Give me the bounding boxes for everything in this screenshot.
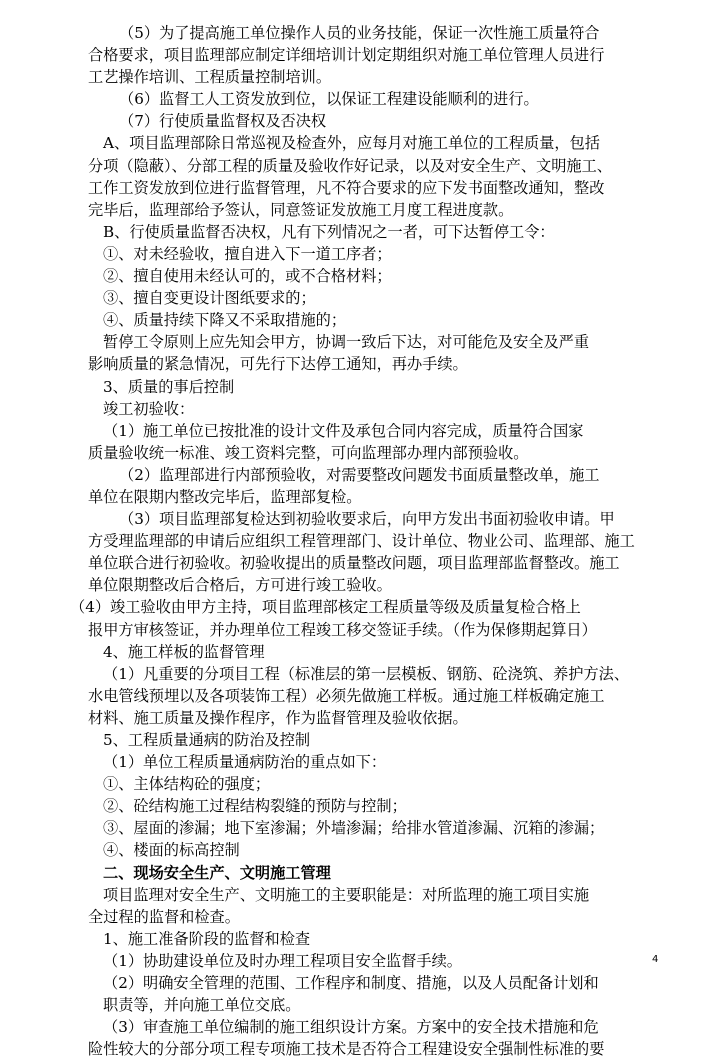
text-line: 4、施工样板的监督管理: [103, 642, 265, 661]
text-line: （5）为了提高施工单位操作人员的业务技能，保证一次性施工质量符合: [119, 24, 600, 42]
text-line: 单位限期整改后合格后，方可进行竣工验收。: [88, 576, 392, 595]
text-line: （7）行使质量监督权及否决权: [119, 112, 327, 131]
text-line: （2）明确安全管理的范围、工作程序和制度、措施，以及人员配备计划和: [103, 974, 599, 993]
text-line: （3）项目监理部复检达到初验收要求后，向甲方发出书面初验收申请。甲: [119, 510, 615, 529]
text-line: （3）审查施工单位编制的施工组织设计方案。方案中的安全技术措施和危: [103, 1018, 599, 1037]
text-line: ①、对未经验收，擅自进入下一道工序者；: [103, 244, 392, 263]
text-line: 1、施工准备阶段的监督和检查: [103, 929, 311, 948]
section-heading: 二、现场安全生产、文明施工管理: [103, 863, 331, 882]
page-number: 4: [652, 954, 659, 965]
text-line: 方受理监理部的申请后应组织工程管理部门、设计单位、物业公司、监理部、施工: [88, 532, 635, 551]
text-line: ②、砼结构施工过程结构裂缝的预防与控制；: [103, 797, 407, 816]
text-line: 影响质量的紧急情况，可先行下达停工通知，再办手续。: [88, 355, 468, 374]
text-line: 险性较大的分部分项工程专项施工技术是否符合工程建设安全强制性标准的要: [88, 1040, 605, 1059]
text-line: 报甲方审核签证，并办理单位工程竣工移交签证手续。（作为保修期起算日）: [88, 620, 597, 639]
text-line: ③、擅自变更设计图纸要求的；: [103, 289, 316, 308]
text-line: 暂停工令原则上应先知会甲方，协调一致后下达，对可能危及安全及严重: [103, 333, 589, 352]
text-line: ④、楼面的标高控制: [103, 841, 240, 860]
text-line: 工作工资发放到位进行监督管理，凡不符合要求的应下发书面整改通知，整改: [88, 178, 605, 197]
text-line: 完毕后，监理部给予签认，同意签证发放施工月度工程进度款。: [88, 200, 514, 219]
text-line: ①、主体结构砼的强度；: [103, 775, 271, 794]
text-line: 全过程的监督和检查。: [88, 907, 240, 926]
text-line: B、行使质量监督否决权，凡有下列情况之一者，可下达暂停工令：: [103, 222, 555, 241]
text-line: A、项目监理部除日常巡视及检查外，应每月对施工单位的工程质量，包括: [103, 134, 600, 153]
text-line: 水电管线预埋以及各项装饰工程）必须先做施工样板。通过施工样板确定施工: [88, 686, 605, 705]
document-body: [70, 22, 660, 1060]
text-line: 材料、施工质量及操作程序，作为监督管理及验收依据。: [88, 708, 468, 727]
text-line: ③、屋面的渗漏；地下室渗漏；外墙渗漏；给排水管道渗漏、沉箱的渗漏；: [103, 819, 605, 838]
text-line: 合格要求，项目监理部应制定详细培训计划定期组织对施工单位管理人员进行: [88, 46, 605, 65]
text-line: 质量验收统一标准、竣工资料完整，可向监理部办理内部预验收。: [88, 443, 529, 462]
text-line: 5、工程质量通病的防治及控制: [103, 731, 311, 749]
text-line: 工艺操作培训、工程质量控制培训。: [88, 68, 331, 87]
text-line: （1）单位工程质量通病防治的重点如下：: [103, 753, 387, 772]
text-line: （1）协助建设单位及时办理工程项目安全监督手续。: [103, 951, 462, 970]
text-line: 竣工初验收：: [103, 399, 195, 418]
text-line: 分项（隐蔽）、分部工程的质量及验收作好记录，以及对安全生产、文明施工、: [88, 156, 612, 175]
text-line: （1）施工单位已按批准的设计文件及承包合同内容完成，质量符合国家: [103, 421, 584, 440]
text-line: 单位联合进行初验收。初验收提出的质量整改问题，项目监理部监督整改。施工: [88, 554, 620, 573]
text-line: （6）监督工人工资发放到位，以保证工程建设能顺利的进行。: [119, 90, 539, 109]
text-line: （2）监理部进行内部预验收，对需要整改问题发书面质量整改单，施工: [119, 465, 600, 484]
text-line: 职责等，并向施工单位交底。: [103, 996, 301, 1015]
text-line: ④、质量持续下降又不采取措施的；: [103, 311, 346, 330]
text-line: ②、擅自使用未经认可的，或不合格材料；: [103, 267, 392, 286]
text-line: （1）凡重要的分项目工程（标准层的第一层模板、钢筋、砼浇筑、养护方法、: [103, 664, 630, 683]
text-line: 3、质量的事后控制: [103, 377, 235, 396]
text-line: 单位在限期内整改完毕后，监理部复检。: [88, 487, 362, 506]
text-line: （4）竣工验收由甲方主持，项目监理部核定工程质量等级及质量复检合格上: [70, 598, 581, 617]
text-line: 项目监理对安全生产、文明施工的主要职能是：对所监理的施工项目实施: [103, 885, 589, 904]
